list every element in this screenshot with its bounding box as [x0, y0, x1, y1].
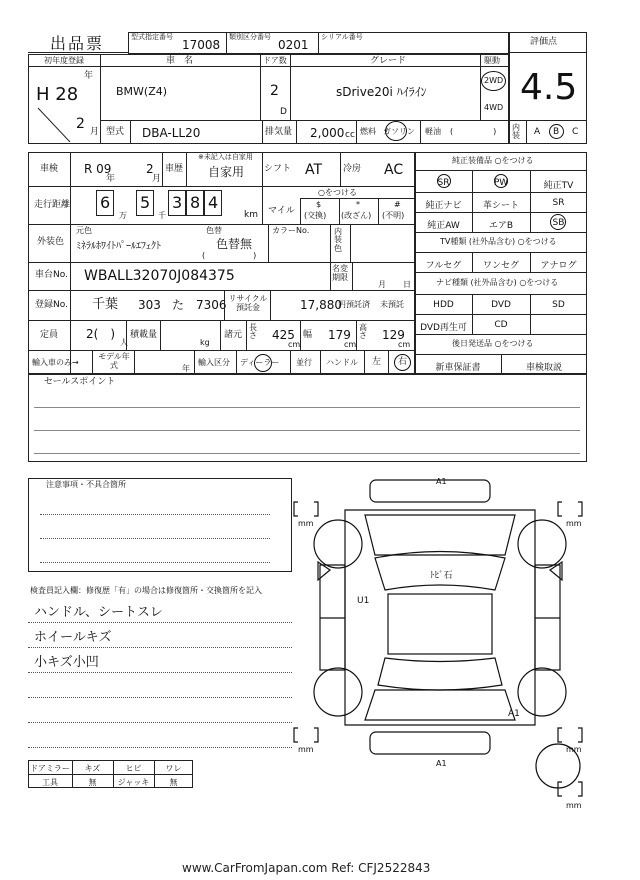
- equip-sr: SR: [437, 178, 450, 188]
- displacement-unit: cc: [345, 130, 355, 140]
- recycle-amount: 17,880: [300, 298, 342, 312]
- usage-note: ※未記入は自家用: [198, 153, 253, 161]
- equip-genuine-navi: 純正ナビ: [425, 201, 462, 211]
- length-value: 425: [272, 328, 295, 342]
- interior-grade-b: B: [553, 127, 560, 137]
- shaken-year-unit: 年: [106, 174, 116, 184]
- condition-header: ワレ: [165, 764, 182, 773]
- shaken-label: 車検: [40, 164, 59, 174]
- navi-sd: SD: [552, 300, 565, 310]
- condition-value: 無: [169, 778, 178, 787]
- grade-label: グレード: [370, 56, 407, 66]
- recycle-status: 円預託済: [338, 300, 370, 309]
- note-line-1: ハンドル、シートスレ: [34, 605, 163, 620]
- original-color-label: 元色: [76, 226, 92, 235]
- class-number: 0201: [278, 38, 309, 52]
- model-year-unit: 年: [182, 364, 190, 373]
- navi-type-title: ナビ種類 (社外品含む) ○をつける: [436, 278, 559, 287]
- light-oil-value: ( ): [450, 127, 497, 136]
- length-label: 長さ: [249, 323, 257, 341]
- condition-header: キズ: [84, 764, 101, 773]
- diagram-rear-right-note: A1: [508, 709, 520, 719]
- usage-label: 車歴: [165, 164, 184, 174]
- handle-left: 左: [372, 357, 382, 367]
- length-unit: cm: [288, 340, 301, 349]
- equip-sb: SB: [552, 218, 565, 228]
- tire-depth-unit: mm: [566, 801, 582, 810]
- import-label: 輸入車のみ→: [32, 358, 79, 367]
- diagram-left-side-note: U1: [357, 596, 370, 606]
- class-number-label: 類別区分番号: [229, 33, 271, 41]
- inspector-label: 検査員記入欄：修復歴「有」の場合は修復箇所・交換箇所を記入: [30, 586, 262, 595]
- tire-depth-unit: mm: [566, 745, 582, 754]
- mileage-digit: 5: [140, 193, 151, 212]
- name-change-label: 名変期限: [332, 264, 348, 282]
- shift-label: シフト: [264, 164, 292, 174]
- name-change-day-unit: 日: [403, 280, 411, 289]
- displacement-value: 2,000: [310, 126, 345, 140]
- navi-dvd-playback: DVD再生可: [420, 323, 467, 333]
- exchange-symbol: $: [316, 200, 322, 209]
- dims-label: 諸元: [224, 330, 243, 340]
- car-name-label: 車 名: [166, 56, 194, 66]
- drive-2wd: 2WD: [484, 76, 504, 85]
- doc-shaken-manual: 車検取説: [525, 363, 562, 373]
- width-unit: cm: [344, 340, 357, 349]
- registration-label: 登録No.: [35, 300, 68, 310]
- docs-title: 後日発送品 ○をつける: [452, 339, 534, 348]
- height-value: 129: [382, 328, 405, 342]
- width-label: 幅: [303, 330, 313, 340]
- interior-grade-c: C: [572, 127, 579, 137]
- interior-grade-a: A: [534, 127, 541, 137]
- mileage-label: 走行距離: [34, 200, 71, 210]
- equip-pw: PW: [493, 178, 509, 188]
- exterior-color-label: 外装色: [37, 237, 65, 247]
- condition-value: 工具: [42, 778, 58, 787]
- unknown-label: (不明): [382, 211, 405, 220]
- shift-value: AT: [305, 162, 323, 178]
- handle-right-circle: [394, 354, 411, 371]
- diagram-rear-note: A1: [436, 759, 447, 768]
- condition-header: ドアミラー: [30, 764, 70, 773]
- interior-label: 内装: [512, 123, 520, 141]
- doors-label: ドア数: [263, 56, 287, 65]
- car-name: BMW(Z4): [116, 85, 168, 98]
- original-color-value: ﾐﾈﾗﾙﾎﾜｲﾄﾊﾟｰﾙｴﾌｪｸﾄ: [76, 241, 161, 252]
- source-watermark: www.CarFromJapan.com Ref: CFJ2522843: [182, 861, 431, 875]
- import-parallel: 並行: [296, 358, 312, 367]
- tire-depth-unit: mm: [298, 519, 314, 528]
- import-dealer: ディーラー: [240, 358, 280, 367]
- drive-4wd: 4WD: [484, 103, 504, 112]
- shaken-month: 2: [146, 162, 154, 176]
- diagram-front-note: A1: [436, 477, 447, 486]
- registration-number: 7306: [196, 298, 227, 312]
- form-title: 出品票: [50, 34, 105, 53]
- light-oil-label: 軽油: [425, 127, 441, 136]
- sales-points-label: セールスポイント: [44, 377, 116, 387]
- first-registration-era: H 28: [36, 84, 79, 105]
- door-count: 2: [270, 83, 279, 99]
- navi-dvd: DVD: [491, 300, 511, 310]
- displacement-label: 排気量: [265, 127, 293, 137]
- condition-header: ヒビ: [125, 764, 142, 773]
- tire-depth-unit: mm: [566, 519, 582, 528]
- tamper-label: (改ざん): [341, 211, 372, 220]
- recycle-label: リサイクル預託金: [228, 294, 268, 312]
- interior-color-label: 内装色: [334, 227, 342, 253]
- first-registration-month: 2: [76, 116, 85, 132]
- first-registration-month-unit: 月: [90, 127, 100, 137]
- fuel-gasoline-circle: [385, 121, 407, 141]
- type-approval-label: 型式指定番号: [131, 33, 173, 41]
- diagram-windshield-note: ﾄﾋﾞ石: [430, 571, 453, 581]
- width-value: 179: [328, 328, 351, 342]
- mileage-digit: 3: [172, 193, 183, 212]
- doc-new-car-warranty: 新車保証書: [435, 363, 481, 373]
- registration-kana: た: [172, 298, 185, 312]
- first-registration-label: 初年度登録: [44, 56, 84, 65]
- tv-analog: アナログ: [540, 261, 577, 271]
- equip-genuine-tv: 純正TV: [543, 181, 574, 191]
- condition-value: ジャッキ: [117, 778, 150, 787]
- capacity-persons: 2( ): [86, 327, 115, 341]
- sales-points-box: [28, 374, 587, 462]
- note-line-2: ホイールキズ: [34, 630, 112, 645]
- equip-leather-seat: 革シート: [482, 201, 519, 211]
- cooling-value: AC: [384, 162, 404, 178]
- mileage-unit-km: km: [244, 210, 258, 220]
- unknown-symbol: #: [394, 200, 401, 209]
- mileage-mile-label: マイル: [268, 206, 295, 216]
- model-year-label: モデル年式: [98, 352, 130, 370]
- fuel-label: 燃料: [360, 127, 376, 136]
- caution-label: 注意事項・不具合箇所: [46, 480, 126, 489]
- capacity-persons-unit: 人: [120, 338, 128, 347]
- shaken-era: R 09: [84, 162, 112, 176]
- tire-depth-unit: mm: [298, 745, 314, 754]
- mileage-digit: 8: [190, 193, 201, 212]
- caution-box: [28, 478, 292, 572]
- registration-region: 千葉: [92, 297, 119, 312]
- fuel-gasoline: ガソリン: [383, 127, 415, 136]
- genuine-equipment-title: 純正装備品 ○をつける: [452, 156, 534, 165]
- drive-2wd-circle: [481, 71, 506, 91]
- rating-label: 評価点: [530, 37, 558, 47]
- import-dealer-circle: [254, 354, 272, 372]
- interior-grade-b-circle: [549, 124, 564, 139]
- chassis-label: 車台No.: [35, 270, 68, 280]
- navi-cd: CD: [494, 320, 508, 330]
- color-code-label: カラーNo.: [272, 226, 310, 235]
- mileage-unit-man: 万: [119, 211, 127, 220]
- tamper-symbol: *: [356, 200, 360, 209]
- drive-label: 駆動: [484, 56, 500, 65]
- rating-score: 4.5: [520, 67, 578, 108]
- equip-airbag: エアB: [488, 221, 514, 231]
- capacity-label: 定員: [40, 330, 59, 340]
- equip-sunroof: SR: [552, 198, 565, 208]
- chassis-number: WBALL32070J084375: [84, 268, 235, 284]
- mileage-unit-sen: 千: [158, 211, 166, 220]
- load-unit: kg: [200, 338, 210, 347]
- serial-label: シリアル番号: [321, 33, 363, 41]
- exchange-label: (交換): [304, 211, 327, 220]
- model-label: 型式: [106, 127, 125, 137]
- usage-value: 自家用: [208, 165, 245, 179]
- condition-value: 無: [88, 778, 97, 787]
- navi-hdd: HDD: [433, 300, 454, 310]
- mileage-circle-note: ○をつける: [318, 188, 357, 197]
- equip-genuine-aw: 純正AW: [427, 221, 460, 231]
- recycle-unpaid: 未預託: [380, 300, 404, 309]
- mileage-digit: 6: [100, 193, 111, 212]
- handle-label: ハンドル: [326, 358, 358, 367]
- type-approval-number: 17008: [182, 38, 221, 52]
- registration-class: 303: [138, 298, 161, 312]
- cooling-label: 冷房: [343, 164, 362, 174]
- note-line-3: 小キズ小凹: [34, 655, 99, 670]
- load-label: 積載量: [130, 330, 158, 340]
- color-change-label: 色替: [206, 226, 222, 235]
- height-unit: cm: [398, 340, 411, 349]
- name-change-month-unit: 月: [378, 280, 386, 289]
- tv-type-title: TV種類 (社外品含む) ○をつける: [440, 237, 557, 246]
- door-suffix: D: [280, 107, 287, 117]
- color-change-paren: ( ): [202, 251, 257, 260]
- color-change-value: 色替無: [216, 237, 253, 251]
- grade-value: sDrive20i ﾊｲﾗｲﾝ: [336, 85, 427, 99]
- shaken-month-unit: 月: [152, 174, 162, 184]
- height-label: 高さ: [359, 323, 367, 341]
- tv-fullseg: フルセグ: [425, 261, 462, 271]
- handle-right: 右: [398, 357, 408, 367]
- model-code: DBA-LL20: [142, 126, 201, 140]
- tv-oneseg: ワンセグ: [482, 261, 519, 271]
- import-class-label: 輸入区分: [198, 358, 230, 367]
- mileage-digit: 4: [208, 193, 219, 212]
- first-registration-year-unit: 年: [84, 71, 94, 81]
